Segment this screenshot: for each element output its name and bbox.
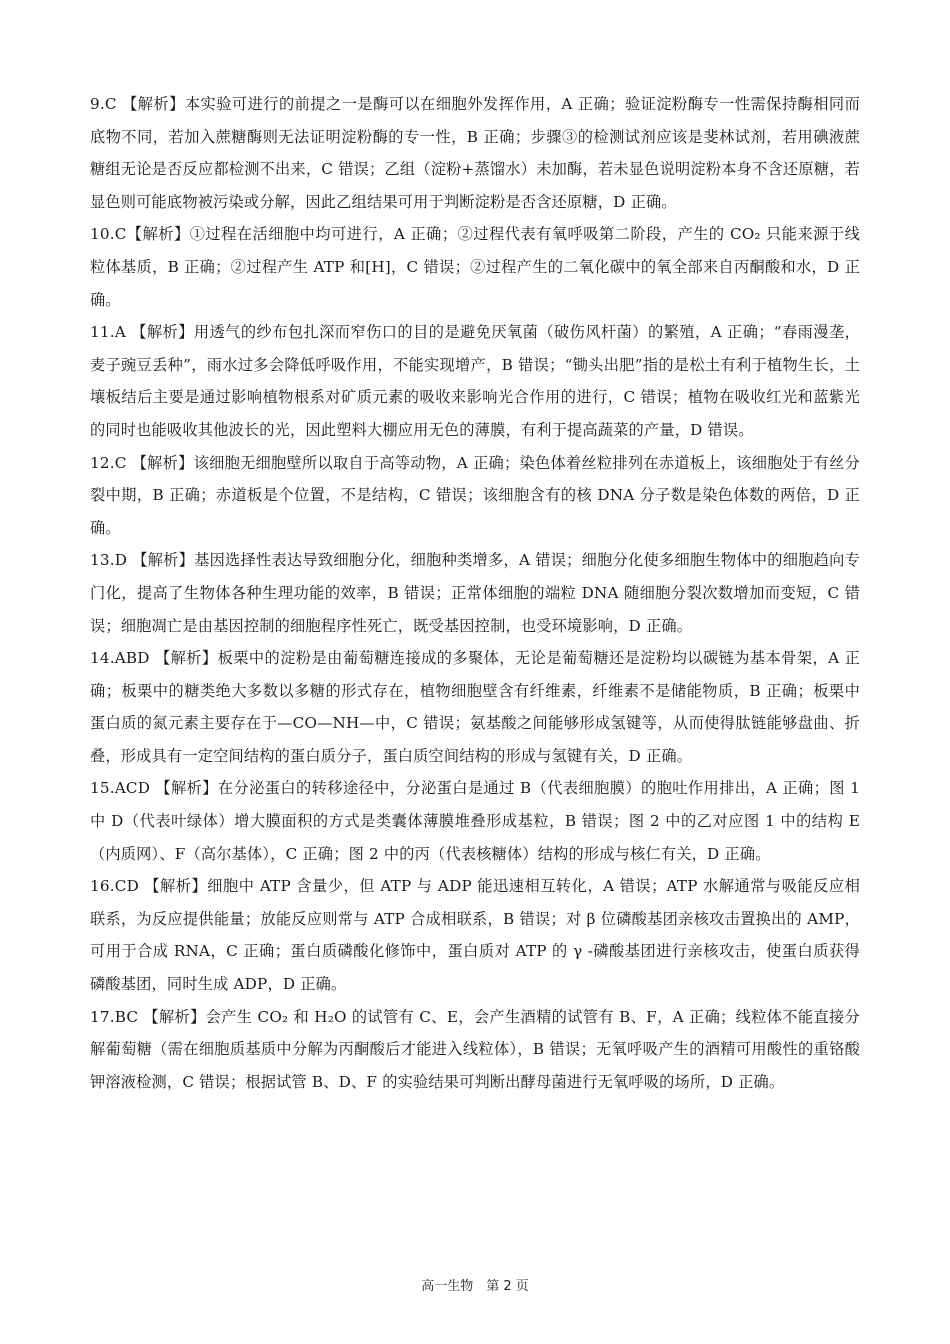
answer-explanation: 【解析】会产生 CO₂ 和 H₂O 的试管有 C、E，会产生酒精的试管有 B、F，A 正确；线粒体不能直接分解葡萄糖（需在细胞质基质中分解为丙酮酸后才能进入线粒体），B 错误；无氧呼吸产生的酒精可用酸性的重铬酸钾溶液检测，C 错误；根据试管 B、D、F 的实验结果可判断出酵母菌进行无氧呼吸的场所，D 正确。 bbox=[90, 1007, 860, 1091]
answer-item-14 bbox=[90, 642, 860, 772]
question-number: 12.C bbox=[90, 453, 127, 472]
answer-page bbox=[90, 88, 860, 1098]
answer-explanation: 【解析】该细胞无细胞壁所以取自于高等动物，A 正确；染色体着丝粒排列在赤道板上，该细胞处于有丝分裂中期，B 正确；赤道板是个位置，不是结构，C 错误；该细胞含有的核 DNA 分子数是染色体数的两倍，D 正确。 bbox=[90, 453, 860, 537]
answer-explanation: 【解析】本实验可进行的前提之一是酶可以在细胞外发挥作用，A 正确；验证淀粉酶专一性需保持酶相同而底物不同，若加入蔗糖酶则无法证明淀粉酶的专一性，B 正确；步骤③的检测试剂应该是斐林试剂，若用碘液蔗糖组无论是否反应都检测不出来，C 错误；乙组（淀粉+蒸馏水）未加酶，若未显色说明淀粉本身不含还原糖，若显色则可能底物被污染或分解，因此乙组结果可用于判断淀粉是否含还原糖，D 正确。 bbox=[90, 95, 860, 211]
question-number: 11.A bbox=[90, 323, 126, 342]
answer-item-9 bbox=[90, 88, 860, 218]
answer-explanation: 【解析】细胞中 ATP 含量少，但 ATP 与 ADP 能迅速相互转化，A 错误；ATP 水解通常与吸能反应相联系，为反应提供能量；放能反应则常与 ATP 合成相联系，B 错误；对 β 位磷酸基团亲核攻击置换出的 AMP，可用于合成 RNA，C 正确；蛋白质磷酸化修饰中，蛋白质对 ATP 的 γ -磷酸基团进行亲核攻击，使蛋白质获得磷酸基团，同时生成 ADP，D 正确。 bbox=[90, 877, 860, 994]
question-number: 13.D bbox=[90, 551, 128, 570]
question-number: 15.ACD bbox=[90, 779, 151, 798]
answer-explanation: 【解析】在分泌蛋白的转移途径中，分泌蛋白是通过 B（代表细胞膜）的胞吐作用排出，A 正确；图 1 中 D（代表叶绿体）增大膜面积的方式是类囊体薄膜堆叠形成基粒，B 错误；图 2 中的乙对应图 1 中的结构 E（内质网）、F（高尔基体），C 正确；图 2 中的丙（代表核糖体）结构的形成与核仁有关，D 正确。 bbox=[90, 779, 860, 863]
question-number: 17.BC bbox=[90, 1007, 139, 1026]
answer-item-17 bbox=[90, 1001, 860, 1099]
answer-item-13 bbox=[90, 544, 860, 642]
answer-explanation: 【解析】基因选择性表达导致细胞分化，细胞种类增多，A 错误；细胞分化使多细胞生物体中的细胞趋向专门化，提高了生物体各种生理功能的效率，B 错误；正常体细胞的端粒 DNA 随细胞分裂次数增加而变短，C 错误；细胞凋亡是由基因控制的细胞程序性死亡，既受基因控制，也受环境影响，D 正确。 bbox=[90, 551, 860, 635]
question-number: 9.C bbox=[90, 95, 117, 113]
answer-item-15 bbox=[90, 772, 860, 870]
question-number: 10.C bbox=[90, 225, 127, 244]
answer-explanation: 【解析】用透气的纱布包扎深而窄伤口的目的是避免厌氧菌（破伤风杆菌）的繁殖，A 正确；“春雨漫垄，麦子豌豆丢种”，雨水过多会降低呼吸作用，不能实现增产，B 错误；“锄头出肥”指的是松土有利于植物生长，土壤板结后主要是通过影响植物根系对矿质元素的吸收来影响光合作用的进行，C 错误；植物在吸收红光和蓝紫光的同时也能吸收其他波长的光，因此塑料大棚应用无色的薄膜，有利于提高蔬菜的产量，D 错误。 bbox=[90, 323, 860, 439]
question-number: 14.ABD bbox=[90, 649, 150, 668]
answer-item-12 bbox=[90, 447, 860, 545]
answer-item-11 bbox=[90, 316, 860, 446]
answer-explanation: 【解析】①过程在活细胞中均可进行，A 正确；②过程代表有氧呼吸第二阶段，产生的 CO₂ 只能来源于线粒体基质，B 正确；②过程产生 ATP 和[H]，C 错误；②过程产生的二氧化碳中的氧全部来自丙酮酸和水，D 正确。 bbox=[90, 225, 860, 309]
answer-explanation: 【解析】板栗中的淀粉是由葡萄糖连接成的多聚体，无论是葡萄糖还是淀粉均以碳链为基本骨架，A 正确；板栗中的糖类绝大多数以多糖的形式存在，植物细胞壁含有纤维素，纤维素不是储能物质，B 正确；板栗中蛋白质的氮元素主要存在于—CO—NH—中，C 错误；氨基酸之间能够形成氢键等，从而使得肽链能够盘曲、折叠，形成具有一定空间结构的蛋白质分子，蛋白质空间结构的形成与氢键有关，D 正确。 bbox=[90, 649, 860, 765]
question-number: 16.CD bbox=[90, 877, 139, 896]
page-footer: 高一生物 第 2 页 bbox=[421, 1279, 529, 1294]
answer-item-16 bbox=[90, 870, 860, 1000]
answer-item-10 bbox=[90, 218, 860, 316]
